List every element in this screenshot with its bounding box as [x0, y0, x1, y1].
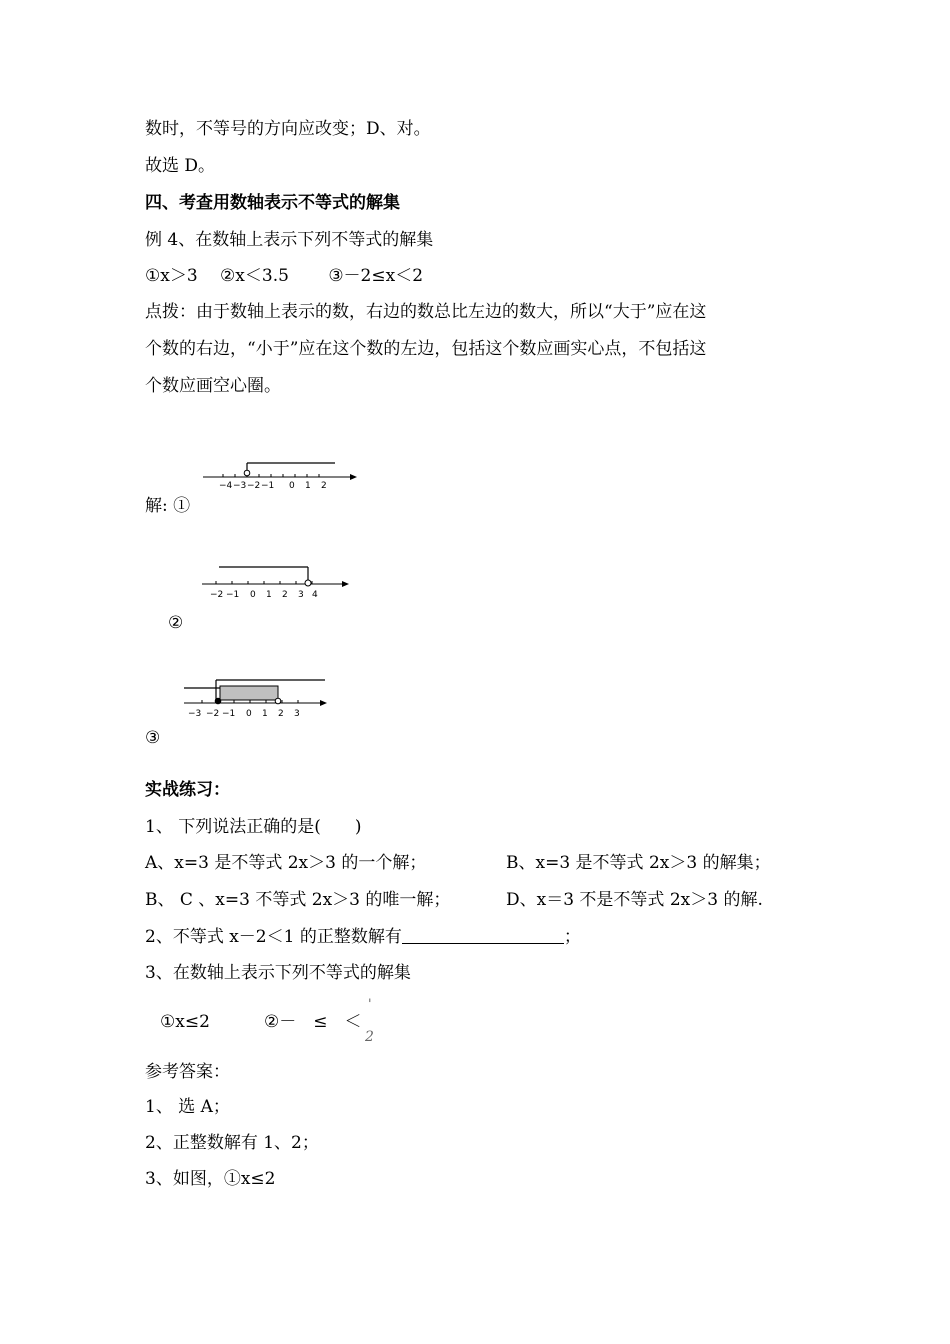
- tick-label: −2: [210, 590, 224, 600]
- fraction-numerator: ': [368, 997, 372, 1012]
- tick-label: 0: [289, 481, 295, 491]
- tick-label: −1: [226, 590, 240, 600]
- solution-label-3: ③: [145, 728, 161, 748]
- practice-heading: 实战练习：: [145, 780, 230, 800]
- question-1: 1、 下列说法正确的是( ): [145, 817, 362, 837]
- tick-label: 0: [246, 709, 252, 719]
- tick-label: 3: [298, 590, 304, 600]
- number-line-figure-3: [180, 676, 340, 720]
- number-line-figure-2: [198, 562, 358, 602]
- option-d: D、x＝3 不是不等式 2x＞3 的解.: [506, 890, 763, 910]
- question-1-options-row-1: [145, 852, 845, 874]
- solution-label-1: 解: ①: [145, 496, 191, 516]
- tick-label: 2: [278, 709, 284, 719]
- answers-heading: 参考答案：: [145, 1062, 230, 1082]
- tick-label: 1: [266, 590, 272, 600]
- tick-label: −2: [247, 481, 261, 491]
- tip-line-3: 个数应画空心圈。: [145, 376, 281, 396]
- tick-label: −4: [219, 481, 233, 491]
- option-a: A、x=3 是不等式 2x＞3 的一个解；: [145, 853, 427, 873]
- answer-1: 1、 选 A；: [145, 1097, 230, 1117]
- text-line: 故选 D。: [145, 156, 216, 176]
- option-b: B、x=3 是不等式 2x＞3 的解集；: [506, 853, 771, 873]
- answer-blank: [402, 927, 564, 944]
- question-2-text: 2、不等式 x－2＜1 的正整数解有: [145, 927, 402, 947]
- text-line: 数时，不等号的方向应改变；D、对。: [145, 119, 431, 139]
- tick-label: 4: [312, 590, 318, 600]
- question-1-options-row-2: [145, 889, 845, 911]
- tick-label: −1: [261, 481, 275, 491]
- tip-line-2: 个数的右边，“小于”应在这个数的左边，包括这个数应画实心点，不包括这: [145, 339, 707, 359]
- example-items: ①x＞3 ②x＜3.5 ③－2≤x＜2: [145, 266, 424, 286]
- section-heading: 四、考查用数轴表示不等式的解集: [145, 193, 400, 213]
- example-title: 例 4、在数轴上表示下列不等式的解集: [145, 230, 434, 250]
- tick-label: −3: [188, 709, 202, 719]
- tick-label: 3: [294, 709, 300, 719]
- tick-label: 0: [250, 590, 256, 600]
- answer-2: 2、正整数解有 1、2；: [145, 1133, 319, 1153]
- tick-label: 2: [282, 590, 288, 600]
- answer-3: 3、如图，①x≤2: [145, 1169, 276, 1189]
- tip-line-1: 点拨：由于数轴上表示的数，右边的数总比左边的数大，所以“大于”应在这: [145, 302, 707, 322]
- option-c: B、 C 、x=3 不等式 2x＞3 的唯一解；: [145, 890, 451, 910]
- number-line-figure-1: [195, 458, 365, 490]
- tick-label: 1: [262, 709, 268, 719]
- question-2-end: ；: [563, 927, 581, 947]
- tick-label: −2: [206, 709, 220, 719]
- tick-label: −1: [222, 709, 236, 719]
- tick-label: −3: [233, 481, 247, 491]
- question-2: [145, 926, 581, 948]
- question-3-item-2: ②－ ≤ ＜: [264, 1012, 362, 1032]
- tick-label: 2: [321, 481, 327, 491]
- tick-label: 1: [305, 481, 311, 491]
- solution-label-2: ②: [168, 613, 184, 633]
- question-3-item-1: ①x≤2: [160, 1012, 210, 1032]
- fraction-denominator: 2: [365, 1029, 374, 1045]
- question-3: 3、在数轴上表示下列不等式的解集: [145, 963, 411, 983]
